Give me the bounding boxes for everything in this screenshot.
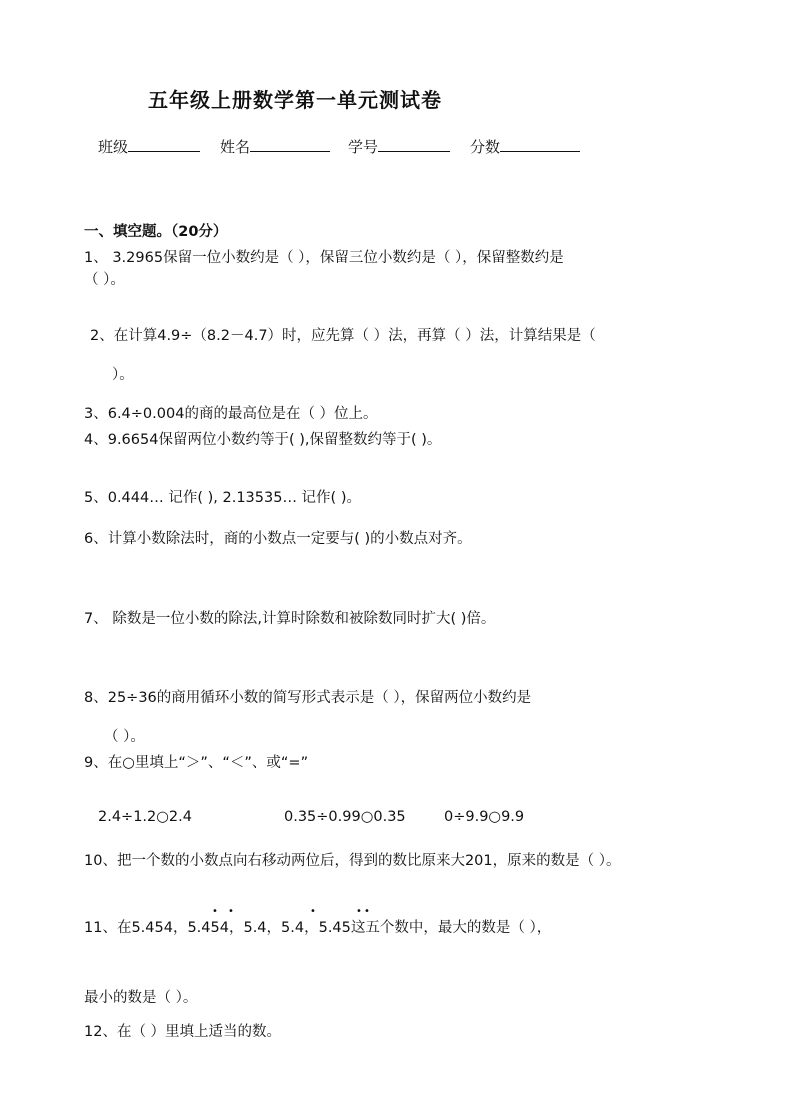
question-9: 9、在○里填上“＞”、“＜”、或“=” (84, 755, 309, 771)
page-title: 五年级上册数学第一单元测试卷 (148, 88, 442, 112)
question-4: 4、9.6654保留两位小数约等于( ),保留整数约等于( )。 (84, 432, 442, 448)
question-6: 6、计算小数除法时，商的小数点一定要与( )的小数点对齐。 (84, 531, 472, 547)
repeating-dot-mark: • (356, 906, 362, 917)
score-label: 分数 (470, 138, 501, 156)
question-7: 7、 除数是一位小数的除法,计算时除数和被除数同时扩大( )倍。 (84, 611, 496, 627)
question-2-line-2: ）。 (112, 367, 134, 383)
question-5: 5、0.444… 记作( ), 2.13535… 记作( )。 (84, 490, 361, 506)
repeating-dot-mark: • (364, 906, 370, 917)
class-blank (128, 137, 200, 152)
repeating-dot-mark: • (212, 906, 218, 917)
name-field (220, 136, 330, 157)
question-9-item-c: 0÷9.9○9.9 (444, 809, 525, 825)
question-11-line-1: 11、在5.454，5.454，5.4，5.4，5.45这五个数中，最大的数是（ ）， (84, 920, 552, 936)
question-8-line-1: 8、25÷36的商用循环小数的简写形式表示是（ ），保留两位小数约是 (84, 690, 532, 706)
question-2-line-1: 2、在计算4.9÷（8.2－4.7）时，应先算（ ）法，再算（ ）法，计算结果是（ (90, 328, 596, 344)
repeating-dot-mark: • (228, 906, 234, 917)
name-label: 姓名 (220, 138, 251, 156)
repeating-dot-mark: • (310, 906, 316, 917)
question-12: 12、在（ ）里填上适当的数。 (84, 1024, 282, 1040)
question-1-line-2: （ ）。 (84, 272, 125, 288)
question-9-item-b: 0.35÷0.99○0.35 (284, 809, 406, 825)
student-id-blank (378, 137, 450, 152)
section-heading: 一、填空题。（20分） (84, 224, 228, 240)
question-8-line-2: （ ）。 (104, 729, 145, 745)
question-1-line-1: 1、 3.2965保留一位小数约是（ ），保留三位小数约是（ ），保留整数约是 (84, 250, 564, 266)
class-field (98, 136, 200, 157)
question-10: 10、把一个数的小数点向右移动两位后，得到的数比原来大201，原来的数是（ ）。 (84, 853, 621, 869)
class-label: 班级 (98, 138, 129, 156)
score-field (470, 136, 580, 157)
question-9-item-a: 2.4÷1.2○2.4 (98, 809, 192, 825)
name-blank (250, 137, 330, 152)
question-11-line-2: 最小的数是（ ）。 (84, 990, 198, 1006)
question-3: 3、6.4÷0.004的商的最高位是在（ ）位上。 (84, 406, 378, 422)
student-id-label: 学号 (348, 138, 379, 156)
score-blank (500, 137, 580, 152)
student-id-field (348, 136, 450, 157)
